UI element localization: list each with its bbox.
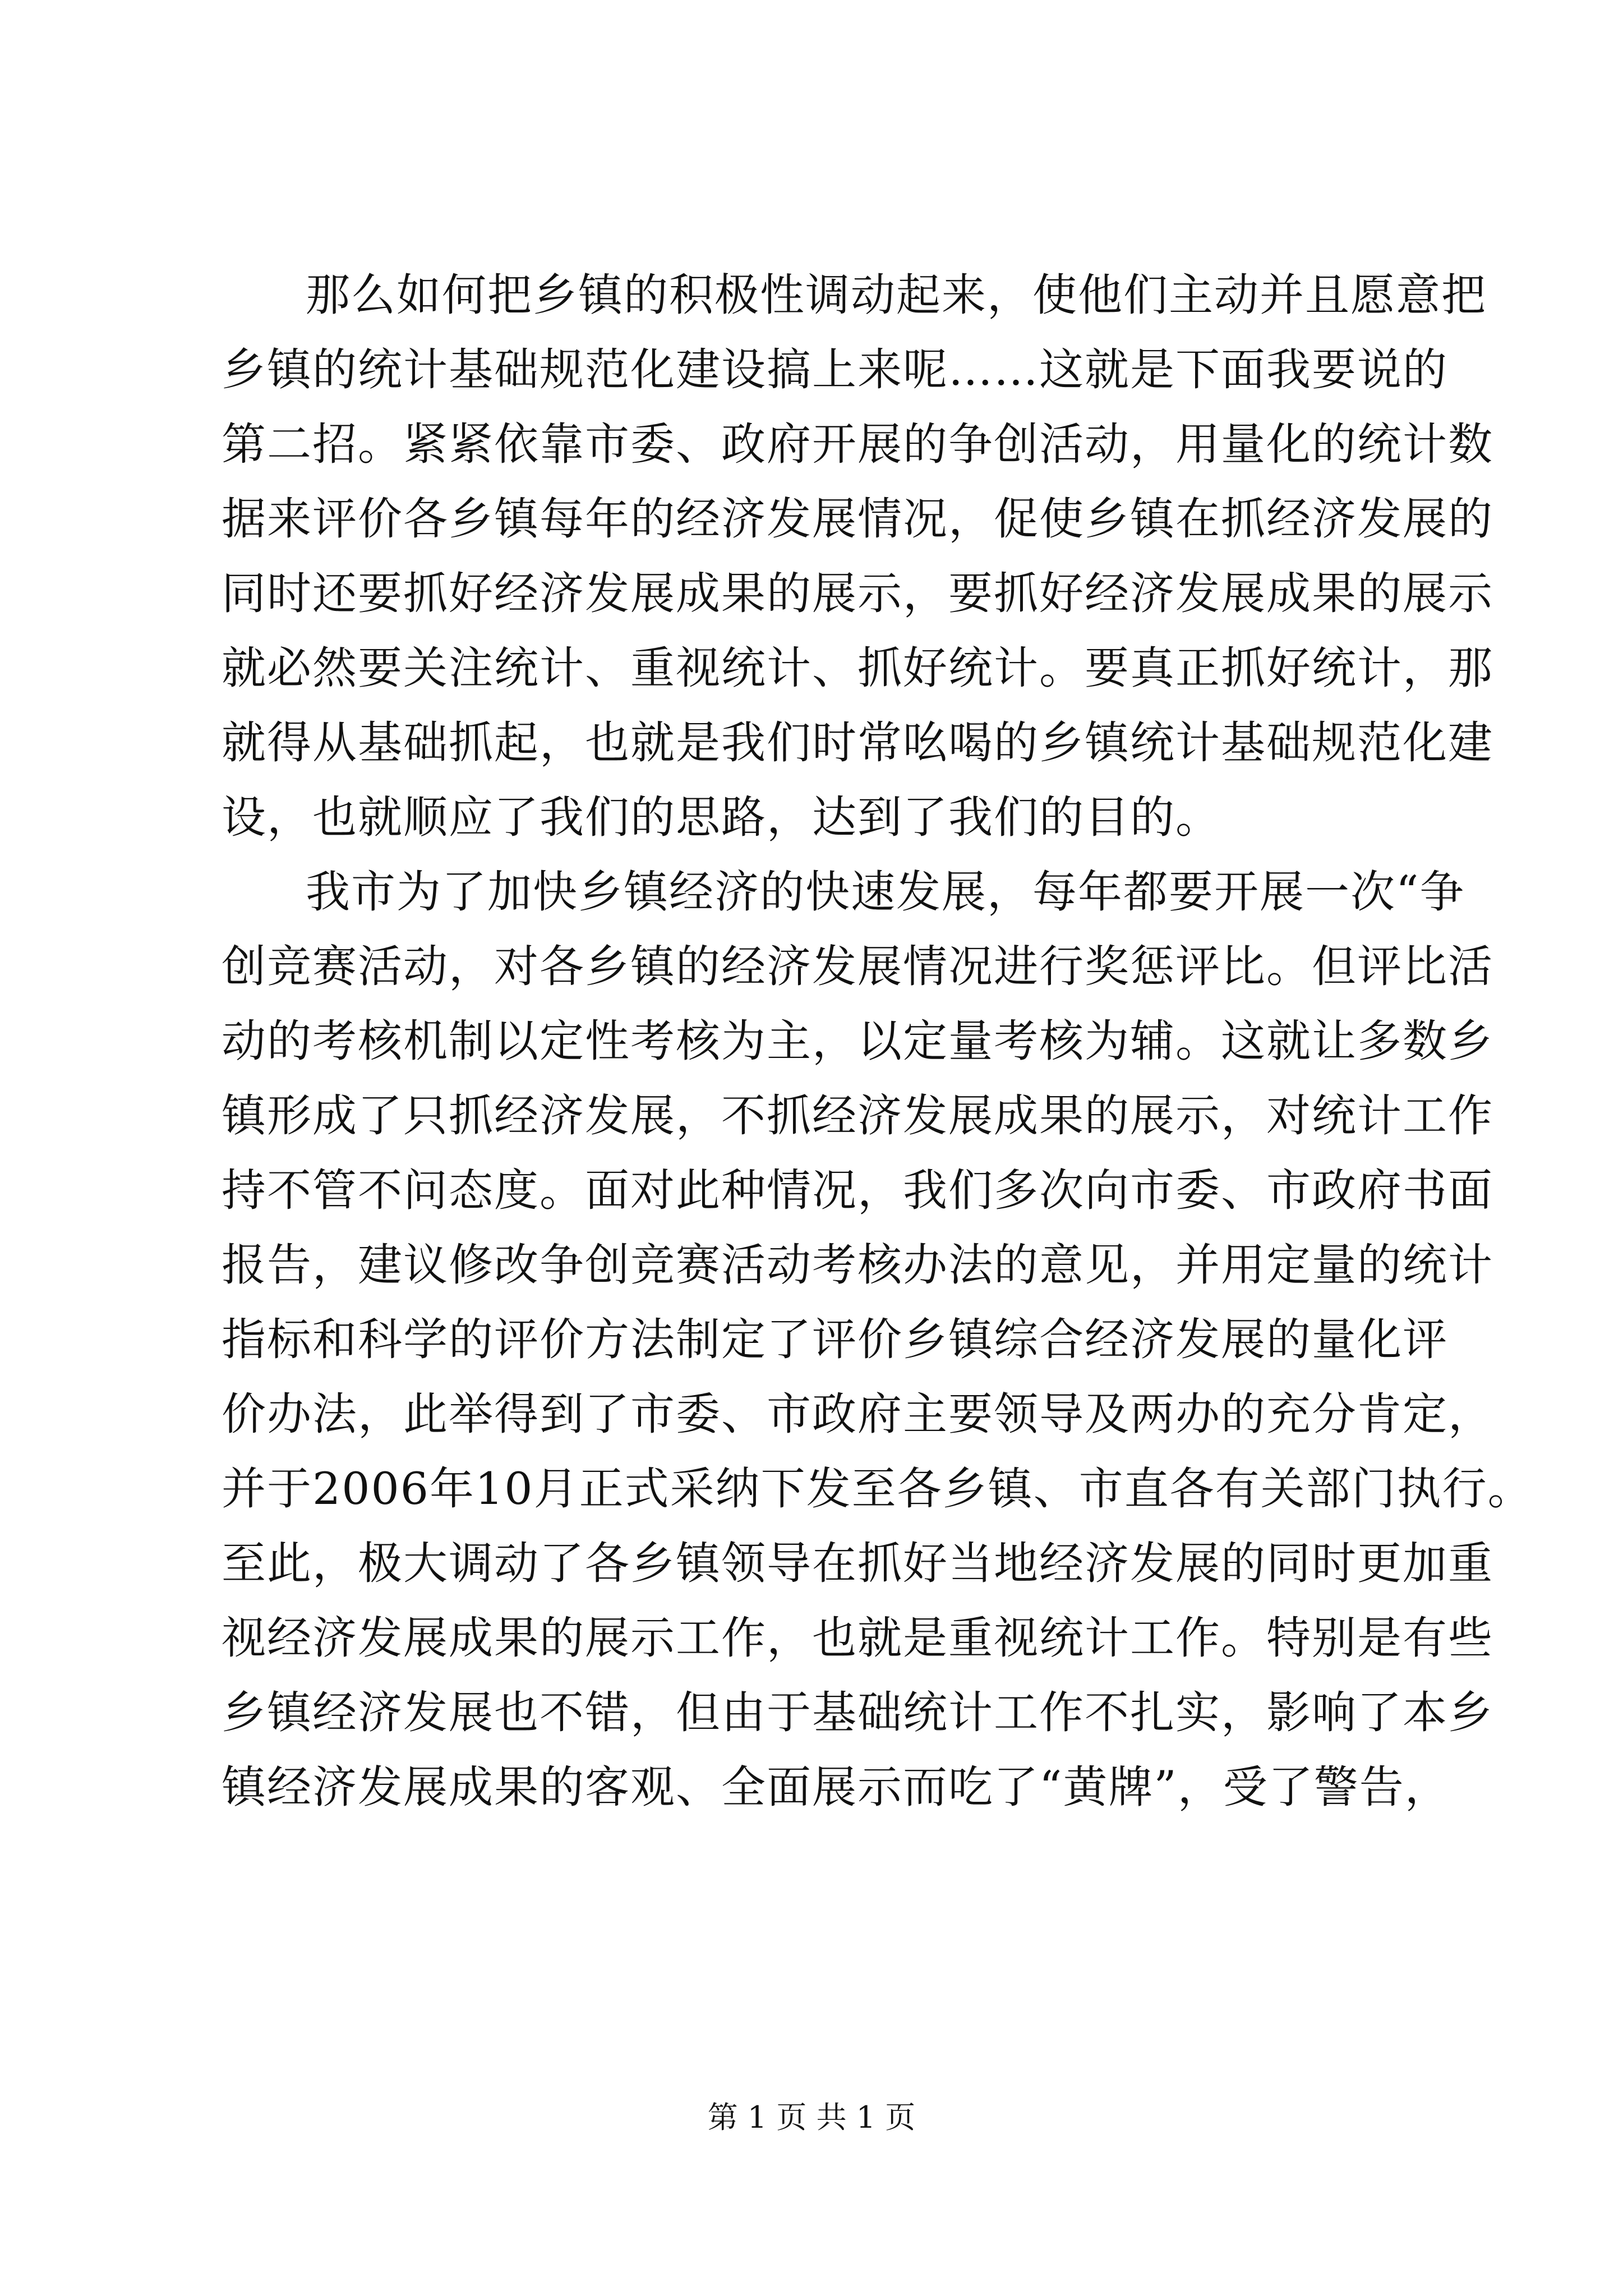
text-line: 创竞赛活动，对各乡镇的经济发展情况进行奖惩评比。但评比活 — [222, 941, 1493, 992]
text-line: 乡镇的统计基础规范化建设搞上来呢……这就是下面我要说的 — [222, 344, 1448, 395]
text-line: 那么如何把乡镇的积极性调动起来，使他们主动并且愿意把 — [306, 269, 1487, 321]
text-line: 同时还要抓好经济发展成果的展示，要抓好经济发展成果的展示 — [222, 568, 1493, 619]
text-line: 就必然要关注统计、重视统计、抓好统计。要真正抓好统计，那 — [222, 642, 1493, 694]
text-line: 第二招。紧紧依靠市委、政府开展的争创活动，用量化的统计数 — [222, 418, 1493, 470]
text-line: 设，也就顺应了我们的思路，达到了我们的目的。 — [222, 792, 1221, 843]
text-line: 我市为了加快乡镇经济的快速发展，每年都要开展一次“争 — [306, 866, 1465, 918]
text-line: 价办法，此举得到了市委、市政府主要领导及两办的充分肯定， — [222, 1388, 1493, 1440]
text-line: 指标和科学的评价方法制定了评价乡镇综合经济发展的量化评 — [222, 1314, 1448, 1365]
text-line: 动的考核机制以定性考核为主，以定量考核为辅。这就让多数乡 — [222, 1015, 1493, 1067]
text-line: 就得从基础抓起，也就是我们时常吆喝的乡镇统计基础规范化建 — [222, 717, 1493, 769]
text-line: 并于2006年10月正式采纳下发至各乡镇、市直各有关部门执行。 — [222, 1463, 1533, 1515]
text-line: 镇经济发展成果的客观、全面展示而吃了“黄牌”，受了警告， — [222, 1761, 1450, 1813]
text-line: 至此，极大调动了各乡镇领导在抓好当地经济发展的同时更加重 — [222, 1538, 1493, 1589]
text-line: 镇形成了只抓经济发展，不抓经济发展成果的展示，对统计工作 — [222, 1090, 1493, 1142]
text-line: 报告，建议修改争创竞赛活动考核办法的意见，并用定量的统计 — [222, 1239, 1493, 1291]
text-line: 持不管不问态度。面对此种情况，我们多次向市委、市政府书面 — [222, 1165, 1493, 1216]
text-line: 据来评价各乡镇每年的经济发展情况，促使乡镇在抓经济发展的 — [222, 493, 1493, 545]
text-line: 乡镇经济发展也不错，但由于基础统计工作不扎实，影响了本乡 — [222, 1687, 1493, 1738]
text-line: 视经济发展成果的展示工作，也就是重视统计工作。特别是有些 — [222, 1612, 1493, 1664]
page-footer: 第 1 页 共 1 页 — [707, 2100, 916, 2135]
